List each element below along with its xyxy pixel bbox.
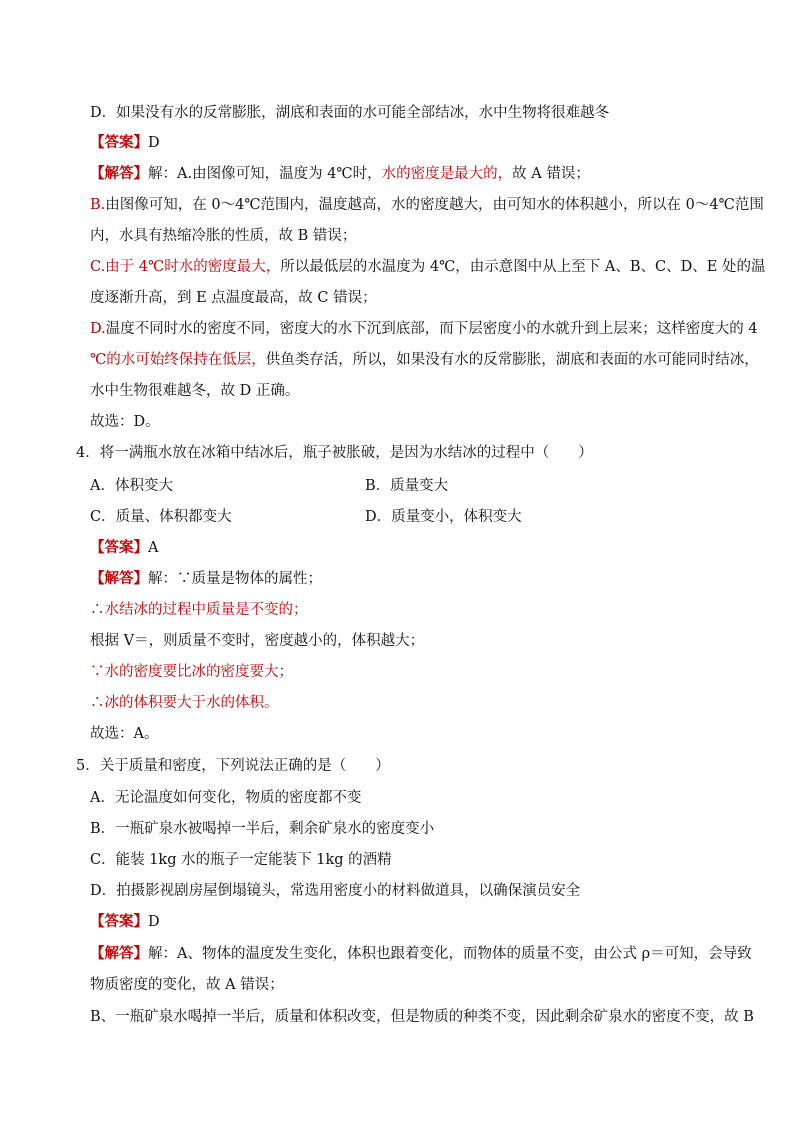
q5-option-d: D．拍摄影视剧房屋倒塌镜头，常选用密度小的材料做道具，以确保演员安全 [90,883,581,899]
analysis-highlight: D. [90,321,106,337]
q5-analysis-line-1 [90,944,752,964]
analysis-label: 【解答】 [90,945,148,962]
q4-analysis-line-3: 根据 V＝，则质量不变时，密度越小的，体积越大； [90,633,425,649]
analysis-text-tail: 故 A 错误； [512,166,590,182]
q3-analysis-line-3: 内，水具有热缩冷胀的性质，故 B 错误； [90,228,357,244]
q4-answer [90,538,158,558]
q5-analysis-line-2: 物质密度的变化，故 A 错误； [90,977,284,993]
q4-option-d: D．质量变小，体积变大 [365,509,522,525]
answer-value: D [148,914,160,930]
q4-analysis-line-2: ∴水结冰的过程中质量是不变的； [90,602,308,618]
q3-analysis-line-4 [90,257,765,277]
q4-analysis-line-4: ∵水的密度要比冰的密度要大； [90,664,293,680]
q4-option-c: C．质量、体积都变大 [90,509,232,525]
q5-stem: 5．关于质量和密度，下列说法正确的是（ ） [76,758,390,774]
analysis-label: 【解答】 [90,165,148,182]
q3-analysis-line-8: 水中生物很难越冬，故 D 正确。 [90,383,300,399]
q5-option-b: B．一瓶矿泉水被喝掉一半后，剩余矿泉水的密度变小 [90,821,435,837]
q5-option-c: C．能装 1kg 水的瓶子一定能装下 1kg 的酒精 [90,852,392,868]
analysis-text: 温度不同时水的密度不同，密度大的水下沉到底部，而下层密度小的水就升到上层来；这样密度大的 4 [105,321,758,337]
analysis-highlight: B. [90,197,106,213]
q3-analysis-line-2 [90,195,764,215]
q4-analysis-line-1 [90,569,322,589]
q4-analysis-line-5: ∴冰的体积要大于水的体积。 [90,695,279,711]
analysis-highlight: 水的密度是最大的， [381,166,513,182]
analysis-text: 解：∵质量是物体的属性； [148,571,322,587]
q3-analysis-line-5: 度逐渐升高，到 E 点温度最高，故 C 错误； [90,290,377,306]
q5-analysis-line-3: B、一瓶矿泉水喝掉一半后，质量和体积改变，但是物质的种类不变，因此剩余矿泉水的密度不变，故 B [90,1009,754,1025]
analysis-text: 所以最低层的水温度为 4℃，由示意图中从上至下 A、B、C、D、E 处的温 [280,259,766,275]
q3-answer [90,133,160,153]
analysis-text: 解：A、物体的温度发生变化，体积也跟着变化，而物体的质量不变，由公式 ρ＝可知，会导致 [148,946,752,962]
q4-stem: 4．将一满瓶水放在冰箱中结冰后，瓶子被胀破，是因为水结冰的过程中（ ） [76,445,593,461]
analysis-text: 解：A.由图像可知，温度为 4℃时， [148,166,382,182]
answer-value: A [148,540,159,556]
q4-option-b: B．质量变大 [365,478,449,494]
q4-option-a: A．体积变大 [90,478,173,494]
q3-analysis-line-1 [90,164,590,184]
analysis-text: 由图像可知，在 0～4℃范围内，温度越高，水的密度越大，由可知水的体积越小，所以在 0～4℃范围 [105,197,764,213]
analysis-highlight: ℃的水可始终保持在低层， [90,352,266,368]
q5-option-a: A．无论温度如何变化，物质的密度都不变 [90,790,362,806]
answer-label: 【答案】 [90,913,148,930]
q3-analysis-line-6 [90,319,758,339]
analysis-label: 【解答】 [90,570,148,587]
q3-option-d: D．如果没有水的反常膨胀，湖底和表面的水可能全部结冰，水中生物将很难越冬 [90,105,610,121]
answer-label: 【答案】 [90,134,148,151]
q3-analysis-line-7 [90,350,759,370]
answer-label: 【答案】 [90,539,148,556]
analysis-text: 供鱼类存活，所以，如果没有水的反常膨胀，湖底和表面的水可能同时结冰， [265,352,759,368]
q3-select: 故选：D。 [90,414,160,430]
answer-value: D [148,135,160,151]
q5-answer [90,912,160,932]
analysis-highlight: C.由于 4℃时水的密度最大， [90,259,281,275]
q4-select: 故选：A。 [90,726,159,742]
